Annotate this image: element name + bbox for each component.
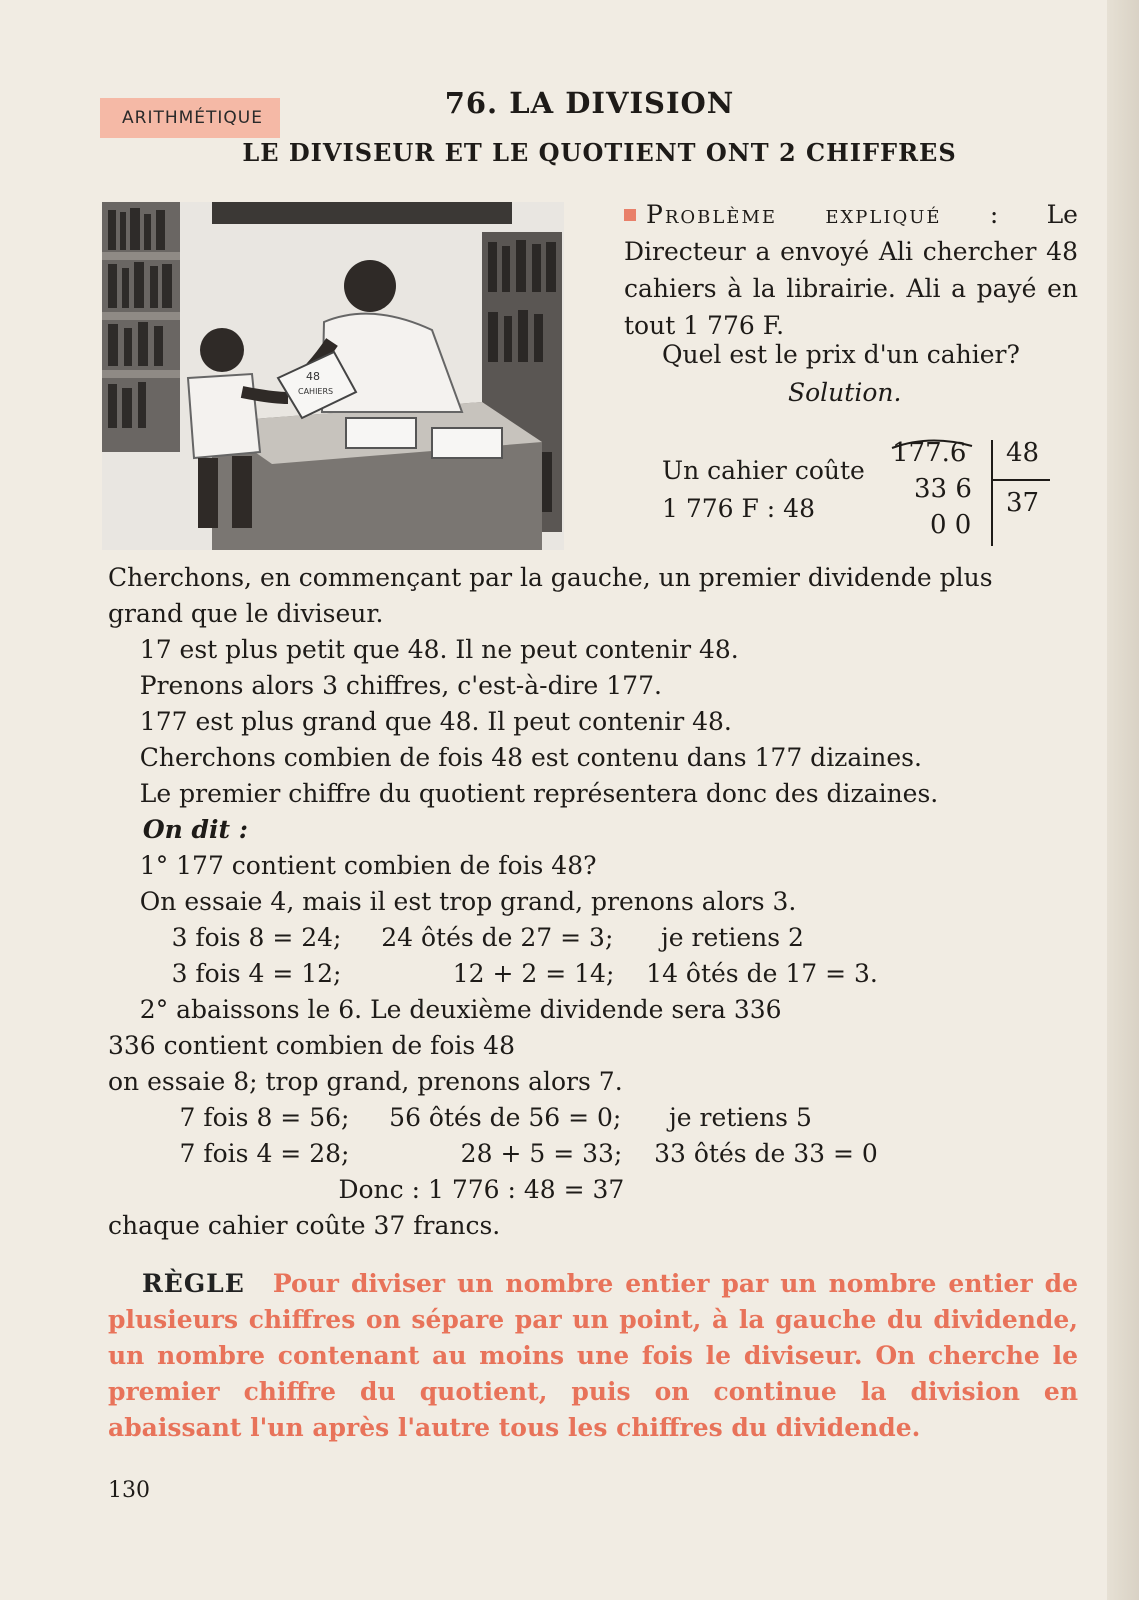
cost-line-2: 1 776 F : 48 <box>662 494 815 523</box>
dividend: 177.6 <box>892 438 967 468</box>
rule-label: RÈGLE <box>142 1269 245 1298</box>
section-tag: ARITHMÉTIQUE <box>100 98 280 138</box>
text-line: 7 fois 8 = 56; 56 ôtés de 56 = 0; je retiens 5 <box>108 1103 812 1132</box>
text-line: 7 fois 4 = 28; 28 + 5 = 33; 33 ôtés de 33 = 0 <box>108 1139 878 1168</box>
rule-box <box>108 1266 1078 1446</box>
problem-question: Quel est le prix d'un cahier? <box>662 340 1020 369</box>
text-line: chaque cahier coûte 37 francs. <box>108 1211 501 1240</box>
lesson-title: 76. LA DIVISION <box>444 86 735 120</box>
explanation-body <box>108 560 1068 1244</box>
quotient: 37 <box>1006 488 1040 518</box>
text-line: Cherchons, en commençant par la gauche, un premier dividende plus <box>108 563 993 592</box>
page-number: 130 <box>108 1478 150 1503</box>
rule-text: Pour diviser un nombre entier par un nombre entier de plusieurs chiffres on sépare par un point, à la gauche du dividende, un nombre contenant au moins une fois le diviseur. On cherche le premier chiffre du quotient, puis on continue la division en abaissant l'un après l'autre tous les chiffres du dividende. <box>108 1269 1078 1442</box>
text-line: 336 contient combien de fois 48 <box>108 1031 515 1060</box>
bookstore-illustration <box>102 202 564 550</box>
divisor: 48 <box>1006 438 1040 468</box>
text-line: On dit : <box>108 815 248 844</box>
long-division <box>880 434 1080 564</box>
text-line: 3 fois 4 = 12; 12 + 2 = 14; 14 ôtés de 17 = 3. <box>108 959 878 988</box>
text-line: Cherchons combien de fois 48 est contenu dans 177 dizaines. <box>108 743 922 772</box>
text-line: On essaie 4, mais il est trop grand, prenons alors 3. <box>108 887 797 916</box>
text-line: 17 est plus petit que 48. Il ne peut contenir 48. <box>108 635 739 664</box>
text-line: 177 est plus grand que 48. Il peut contenir 48. <box>108 707 732 736</box>
remainder: 0 0 <box>930 510 972 540</box>
lesson-subtitle: LE DIVISEUR ET LE QUOTIENT ONT 2 CHIFFRES <box>242 138 957 167</box>
text-line: 2° abaissons le 6. Le deuxième dividende sera 336 <box>108 995 782 1024</box>
solution-label: Solution. <box>788 378 902 407</box>
text-line: Prenons alors 3 chiffres, c'est-à-dire 177. <box>108 671 662 700</box>
square-bullet-icon <box>624 209 636 221</box>
problem-statement: Directeur a envoyé Ali chercher 48 cahiers à la librairie. Ali a payé en tout 1 776 F. <box>624 237 1078 340</box>
page-edge <box>1107 0 1139 1600</box>
package-label-text: CAHIERS <box>298 387 334 396</box>
problem-text <box>624 196 1078 344</box>
text-line: 3 fois 8 = 24; 24 ôtés de 27 = 3; je retiens 2 <box>108 923 804 952</box>
cost-line-1: Un cahier coûte <box>662 456 865 485</box>
problem-text-lead: Le <box>1046 200 1078 229</box>
text-line: grand que le diviseur. <box>108 599 384 628</box>
text-line: 1° 177 contient combien de fois 48? <box>108 851 597 880</box>
package-label-number: 48 <box>306 370 320 383</box>
text-line: on essaie 8; trop grand, prenons alors 7. <box>108 1067 623 1096</box>
partial-dividend: 33 6 <box>914 474 972 504</box>
text-line: Donc : 1 776 : 48 = 37 <box>108 1175 625 1204</box>
text-line: Le premier chiffre du quotient représentera donc des dizaines. <box>108 779 939 808</box>
problem-heading: Problème expliqué : <box>646 200 1001 229</box>
